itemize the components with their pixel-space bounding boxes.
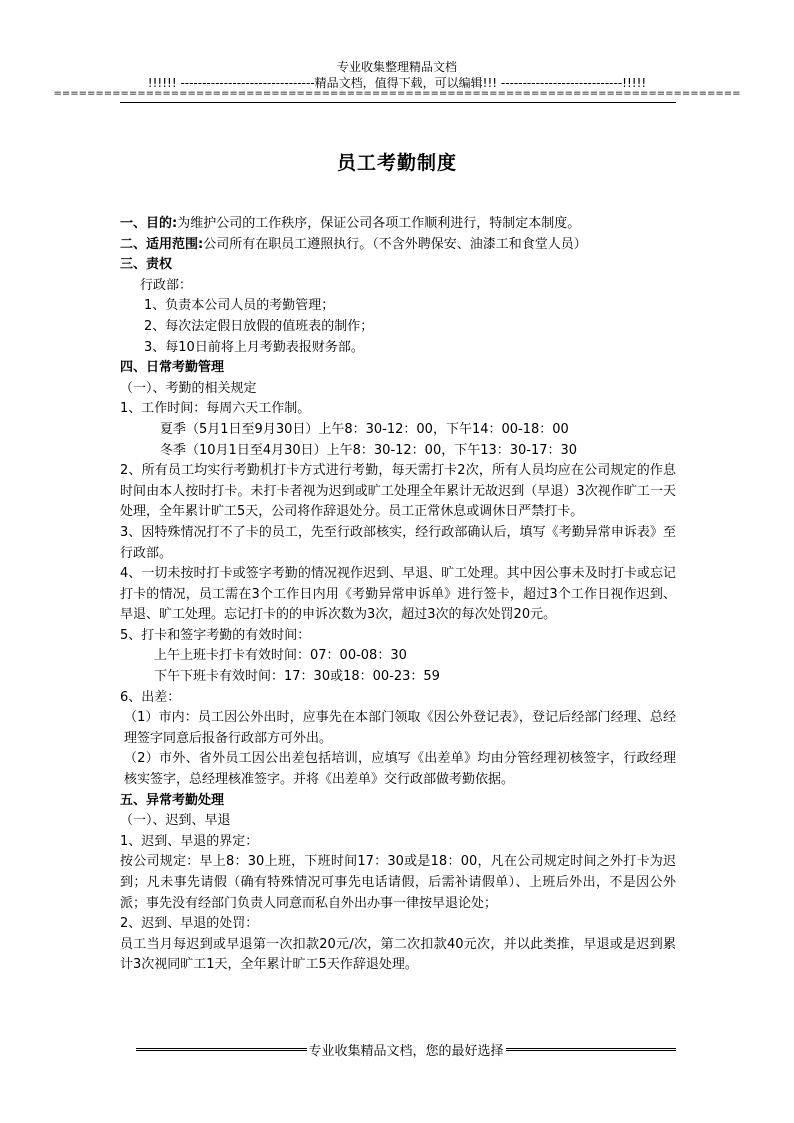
header-banner-line: !!!!!! -------------------------------精品文档，值得下载，可以编辑!!! ----------------------------!!!!! [147,76,647,90]
paragraph-text: 为维护公司的工作秩序，保证公司各项工作顺利进行，特制定本制度。 [177,216,581,231]
section-heading: 五、异常考勤处理 [120,792,225,808]
list-item: 1、负责本公司人员的考勤管理； [144,298,335,314]
header-rule [120,102,676,103]
paragraph-text: 4、一切未按时打卡或签字考勤的情况视作迟到、早退、旷工处理。其中因公事未及时打卡或忘记打卡的情况，员工需在3个工作日内用《考勤异常申诉单》进行签卡，超过3个工作日视作迟到、早退、旷工处理。忘记打卡的的申诉次数为3次，超过3次的每次处罚20元。 [120,566,676,623]
paragraph-text: 按公司规定：早上8：30上班，下班时间17：30或是18：00，凡在公司规定时间之外打卡为迟到；凡未事先请假（确有特殊情况可事先电话请假，后需补请假单）、上班后外出，不是因公外派；事先没有经部门负责人同意而私自外出办事一律按早退论处； [120,854,676,911]
paragraph-text: （2）市外、省外员工因公出差包括培训，应填写《出差单》均由分管经理初核签字，行政经理核实签字，总经理核准签字。并将《出差单》交行政部做考勤依据。 [124,751,676,788]
footer-text: 专业收集精品文档，您的最好选择 [308,1044,504,1059]
section-heading: 三、责权 [120,257,173,273]
paragraph-text: 3、因特殊情况打不了卡的员工，先至行政部核实，经行政部确认后，填写《考勤异常申诉表》至行政部。 [120,524,676,561]
document-body [120,214,676,976]
footer-rule-right [506,1048,677,1051]
paragraph-text: 公司所有在职员工遵照执行。（不含外聘保安、油漆工和食堂人员） [203,236,587,252]
page-footer [136,1040,676,1059]
section-scope [120,235,676,256]
list-item: 5、打卡和签字考勤的有效时间： [120,627,311,643]
schedule-summer: 夏季（5月1日至9月30日）上午8：30-12：00，下午14：00-18：00 [160,421,569,437]
valid-time-morning: 上午上班卡打卡有效时间：07：00-08：30 [154,648,407,664]
paragraph-text: （1）市内：员工因公外出时，应事先在本部门领取《因公外登记表》，登记后经部门经理、总经理签字同意后报备行政部方可外出。 [124,710,676,746]
list-item: 3、每10日前将上月考勤表报财务部。 [144,339,364,355]
paragraph-text: 员工当月每迟到或早退第一次扣款20元/次，第二次扣款40元次，并以此类推，早退或是迟到累计3次视同旷工1天，全年累计旷工5天作辞退处理。 [120,936,676,973]
section-heading: 一、目的: [120,216,178,231]
valid-time-afternoon: 下午下班卡有效时间：17：30或18：00-23：59 [154,669,440,685]
section-purpose [120,214,676,235]
header-collection-label: 专业收集整理精品文档 [336,60,457,74]
schedule-winter: 冬季（10月1日至4月30日）上午8：30-12：00，下午13：30-17：30 [160,442,578,458]
list-item: 6、出差： [120,689,181,705]
list-item: 2、迟到、早退的处罚： [120,916,259,932]
paragraph-text: 行政部： [140,277,193,293]
paragraph-text: 2、所有员工均实行考勤机打卡方式进行考勤，每天需打卡2次，所有人员均应在公司规定的作息时间由本人按时打卡。未打卡者视为迟到或旷工处理全年累计无故迟到（早退）3次视作旷工一天处理，全年累计旷工5天，公司将作辞退处分。员工正常休息或调休日严禁打卡。 [120,463,676,520]
footer-rule-left [136,1048,307,1051]
document-title: 员工考勤制度 [336,152,457,174]
list-item: 1、迟到、早退的界定： [120,833,259,849]
subsection-heading: （一）、考勤的相关规定 [120,380,257,396]
list-item: 1、工作时间：每周六天工作制。 [120,401,311,417]
header-separator-text: ================================================================================== [53,89,741,99]
list-item: 2、每次法定假日放假的值班表的制作； [144,318,374,334]
section-heading: 四、日常考勤管理 [120,360,225,376]
subsection-heading: （一）、迟到、早退 [120,813,231,829]
section-heading: 二、适用范围: [120,236,204,252]
